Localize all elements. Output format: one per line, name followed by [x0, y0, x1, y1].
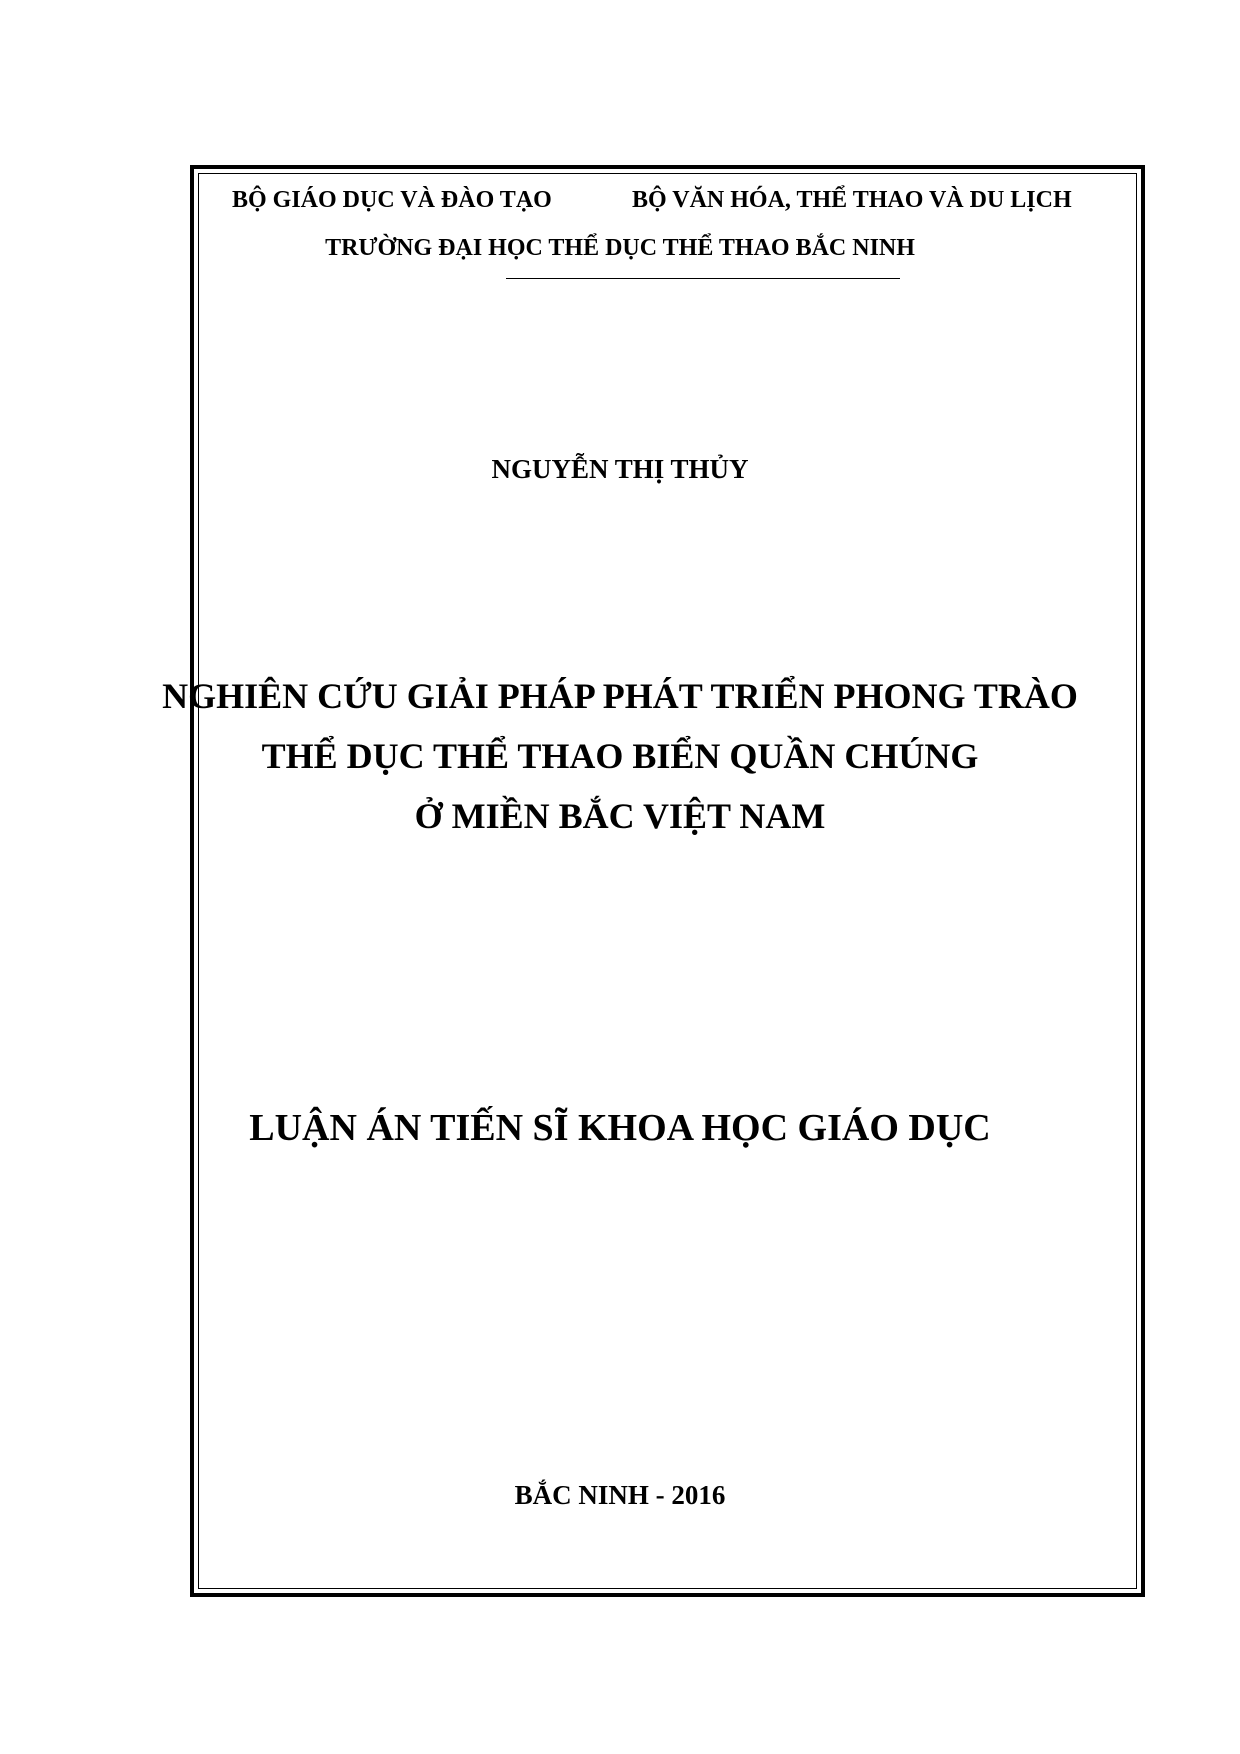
- university-name: TRƯỜNG ĐẠI HỌC THỂ DỤC THỂ THAO BẮC NINH: [325, 235, 915, 261]
- place-and-year: BẮC NINH - 2016: [514, 1480, 726, 1510]
- university-underline: [506, 278, 900, 279]
- thesis-title-line-2: THỂ DỤC THỂ THAO BIỂN QUẦN CHÚNG: [261, 736, 979, 776]
- thesis-title-line-1: NGHIÊN CỨU GIẢI PHÁP PHÁT TRIỂN PHONG TRÀO: [162, 676, 1078, 716]
- degree-type: LUẬN ÁN TIẾN SĨ KHOA HỌC GIÁO DỤC: [249, 1107, 991, 1149]
- ministry-education: BỘ GIÁO DỤC VÀ ĐÀO TẠO: [232, 187, 552, 213]
- thesis-title-line-3: Ở MIỀN BẮC VIỆT NAM: [414, 796, 826, 836]
- author-name: NGUYỄN THỊ THỦY: [491, 454, 749, 484]
- ministry-culture: BỘ VĂN HÓA, THỂ THAO VÀ DU LỊCH: [632, 187, 1072, 213]
- inner-border: [198, 173, 1137, 1589]
